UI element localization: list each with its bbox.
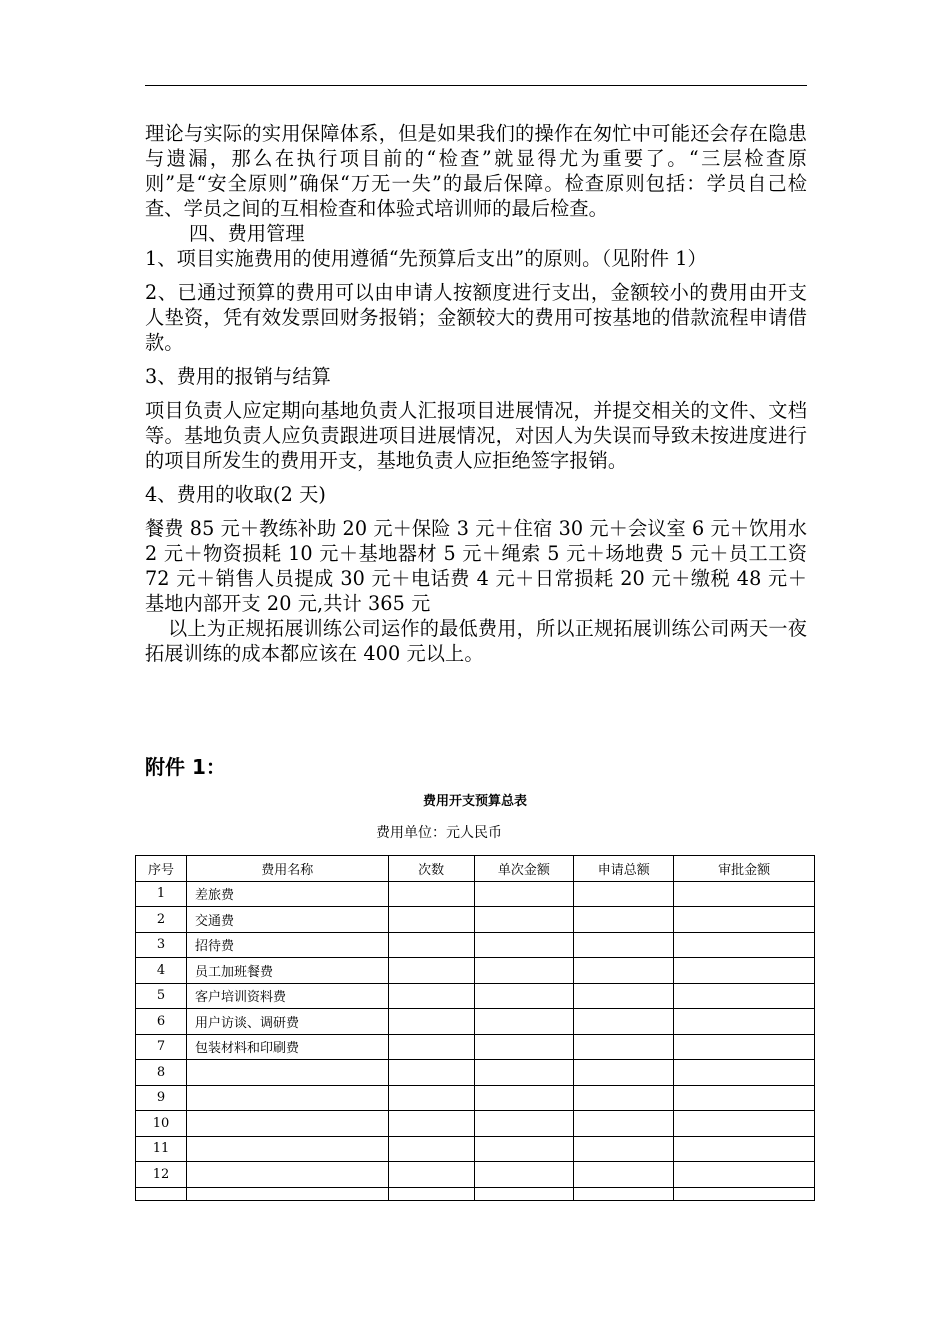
row-approved-amount-cell xyxy=(674,1085,815,1111)
row-count-cell xyxy=(388,932,474,958)
row-number: 5 xyxy=(136,983,187,1009)
section-heading-cost-management: 四、费用管理 xyxy=(189,222,305,245)
paragraph-fee-breakdown: 餐费 85 元＋教练补助 20 元＋保险 3 元＋住宿 30 元＋会议室 6 元＋饮用水 2 元＋物资损耗 10 元＋基地器材 5 元＋绳索 5 元＋场地费 5 元＋员工工资 72 元＋销售人员提成 30 元＋电话费 4 元＋日常损耗 20 元＋缴税 48 元＋基地内部开支 20 元,共计 365 元 xyxy=(145,517,807,615)
row-count-cell xyxy=(388,983,474,1009)
row-expense-name xyxy=(186,1162,388,1188)
row-approved-amount-cell xyxy=(674,1009,815,1035)
col-header-approved-amount: 审批金额 xyxy=(674,856,815,882)
empty-cell xyxy=(136,1187,187,1200)
row-requested-total-cell xyxy=(574,907,674,933)
budget-table xyxy=(135,855,815,1201)
document-body xyxy=(145,121,807,666)
row-number: 6 xyxy=(136,1009,187,1035)
col-header-name: 费用名称 xyxy=(186,856,388,882)
row-approved-amount-cell xyxy=(674,1111,815,1137)
row-approved-amount-cell xyxy=(674,1034,815,1060)
row-count-cell xyxy=(388,907,474,933)
table-row xyxy=(136,881,815,907)
row-requested-total-cell xyxy=(574,1111,674,1137)
row-expense-name xyxy=(186,1085,388,1111)
row-number: 11 xyxy=(136,1136,187,1162)
table-row xyxy=(136,907,815,933)
row-unit-amount-cell xyxy=(474,1111,574,1137)
col-header-requested-total: 申请总额 xyxy=(574,856,674,882)
row-expense-name: 用户访谈、调研费 xyxy=(186,1009,388,1035)
row-number: 7 xyxy=(136,1034,187,1060)
row-count-cell xyxy=(388,1162,474,1188)
row-requested-total-cell xyxy=(574,1136,674,1162)
empty-cell xyxy=(674,1187,815,1200)
col-header-unit-amount: 单次金额 xyxy=(474,856,574,882)
row-number: 12 xyxy=(136,1162,187,1188)
row-approved-amount-cell xyxy=(674,1060,815,1086)
paragraph-expense-rules: 2、已通过预算的费用可以由申请人按额度进行支出，金额较小的费用由开支人垫资，凭有效发票回财务报销；金额较大的费用可按基地的借款流程申请借款。 xyxy=(145,281,807,354)
paragraph-fee-collection-heading: 4、费用的收取(2 天) xyxy=(145,483,326,506)
row-requested-total-cell xyxy=(574,932,674,958)
row-count-cell xyxy=(388,1060,474,1086)
row-unit-amount-cell xyxy=(474,983,574,1009)
row-expense-name: 交通费 xyxy=(186,907,388,933)
table-row xyxy=(136,932,815,958)
table-row xyxy=(136,958,815,984)
row-unit-amount-cell xyxy=(474,881,574,907)
row-requested-total-cell xyxy=(574,881,674,907)
row-number: 10 xyxy=(136,1111,187,1137)
table-row xyxy=(136,1111,815,1137)
row-requested-total-cell xyxy=(574,1009,674,1035)
row-approved-amount-cell xyxy=(674,983,815,1009)
row-unit-amount-cell xyxy=(474,932,574,958)
row-unit-amount-cell xyxy=(474,1162,574,1188)
row-unit-amount-cell xyxy=(474,1060,574,1086)
paragraph-reimbursement-details: 项目负责人应定期向基地负责人汇报项目进展情况，并提交相关的文件、文档等。基地负责人应负责跟进项目进展情况，对因人为失误而导致未按进度进行的项目所发生的费用开支，基地负责人应拒绝签字报销。 xyxy=(145,399,807,472)
row-count-cell xyxy=(388,1085,474,1111)
table-row xyxy=(136,1085,815,1111)
row-unit-amount-cell xyxy=(474,907,574,933)
paragraph-budget-principle: 1、项目实施费用的使用遵循“先预算后支出”的原则。（见附件 1） xyxy=(145,247,707,270)
empty-cell xyxy=(574,1187,674,1200)
table-row xyxy=(136,1034,815,1060)
row-unit-amount-cell xyxy=(474,958,574,984)
row-approved-amount-cell xyxy=(674,881,815,907)
empty-cell xyxy=(388,1187,474,1200)
row-expense-name: 员工加班餐费 xyxy=(186,958,388,984)
row-approved-amount-cell xyxy=(674,907,815,933)
row-approved-amount-cell xyxy=(674,932,815,958)
row-expense-name: 招待费 xyxy=(186,932,388,958)
row-requested-total-cell xyxy=(574,983,674,1009)
table-row-empty xyxy=(136,1187,815,1200)
paragraph-cost-conclusion: 以上为正规拓展训练公司运作的最低费用，所以正规拓展训练公司两天一夜拓展训练的成本都应该在 400 元以上。 xyxy=(145,617,807,665)
table-row xyxy=(136,1060,815,1086)
row-number: 8 xyxy=(136,1060,187,1086)
row-unit-amount-cell xyxy=(474,1136,574,1162)
table-header-row xyxy=(136,856,815,882)
row-requested-total-cell xyxy=(574,1060,674,1086)
empty-cell xyxy=(474,1187,574,1200)
appendix-heading: 附件 1： xyxy=(145,755,226,779)
row-expense-name xyxy=(186,1060,388,1086)
row-approved-amount-cell xyxy=(674,1162,815,1188)
row-count-cell xyxy=(388,1009,474,1035)
row-requested-total-cell xyxy=(574,958,674,984)
row-expense-name xyxy=(186,1136,388,1162)
row-number: 4 xyxy=(136,958,187,984)
table-row xyxy=(136,1162,815,1188)
row-requested-total-cell xyxy=(574,1162,674,1188)
row-approved-amount-cell xyxy=(674,1136,815,1162)
row-count-cell xyxy=(388,1111,474,1137)
paragraph-reimbursement-heading: 3、费用的报销与结算 xyxy=(145,365,331,388)
row-expense-name: 客户培训资料费 xyxy=(186,983,388,1009)
table-unit: 费用单位：元人民币 xyxy=(376,825,502,841)
row-expense-name: 包装材料和印刷费 xyxy=(186,1034,388,1060)
row-number: 1 xyxy=(136,881,187,907)
col-header-count: 次数 xyxy=(388,856,474,882)
row-expense-name xyxy=(186,1111,388,1137)
row-number: 2 xyxy=(136,907,187,933)
row-requested-total-cell xyxy=(574,1034,674,1060)
row-unit-amount-cell xyxy=(474,1034,574,1060)
row-count-cell xyxy=(388,1034,474,1060)
row-count-cell xyxy=(388,881,474,907)
header-rule xyxy=(145,85,807,86)
row-number: 3 xyxy=(136,932,187,958)
row-expense-name: 差旅费 xyxy=(186,881,388,907)
row-unit-amount-cell xyxy=(474,1009,574,1035)
row-number: 9 xyxy=(136,1085,187,1111)
row-unit-amount-cell xyxy=(474,1085,574,1111)
empty-cell xyxy=(186,1187,388,1200)
row-count-cell xyxy=(388,958,474,984)
row-approved-amount-cell xyxy=(674,958,815,984)
paragraph-safety-check: 理论与实际的实用保障体系，但是如果我们的操作在匆忙中可能还会存在隐患与遗漏，那么在执行项目前的“检查”就显得尤为重要了。“三层检查原则”是“安全原则”确保“万无一失”的最后保障。检查原则包括：学员自己检查、学员之间的互相检查和体验式培训师的最后检查。 xyxy=(145,122,807,220)
table-row xyxy=(136,1009,815,1035)
col-header-no: 序号 xyxy=(136,856,187,882)
table-row xyxy=(136,1136,815,1162)
row-count-cell xyxy=(388,1136,474,1162)
table-title: 费用开支预算总表 xyxy=(422,794,527,809)
row-requested-total-cell xyxy=(574,1085,674,1111)
table-row xyxy=(136,983,815,1009)
